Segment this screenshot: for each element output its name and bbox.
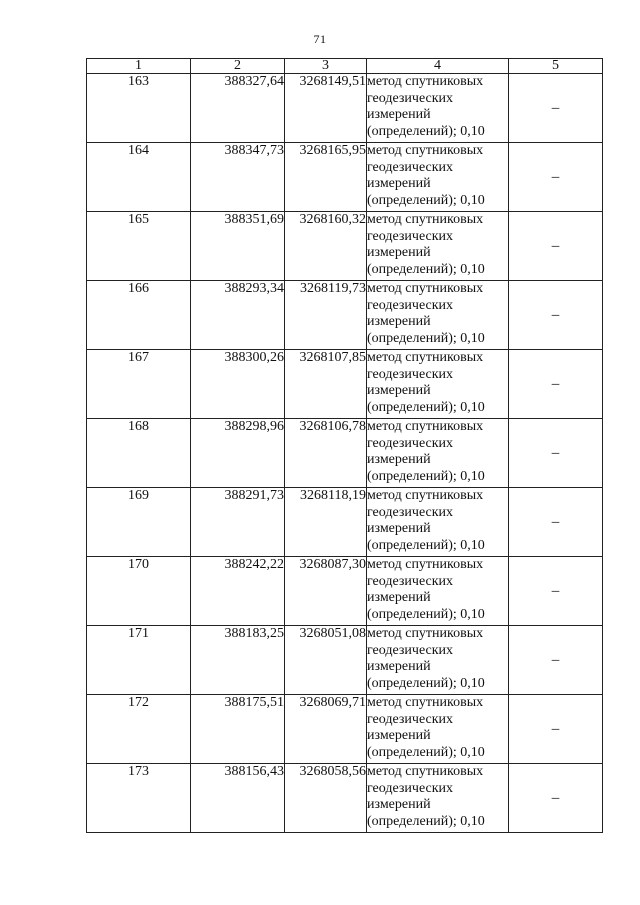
method-text-line: измерений xyxy=(367,245,431,260)
method-text-line: (определений); 0,10 xyxy=(367,261,485,277)
table-row xyxy=(87,350,603,419)
method-cell xyxy=(367,626,509,695)
x-coordinate-cell: 388327,64 xyxy=(191,74,285,143)
method-cell xyxy=(367,764,509,833)
method-cell xyxy=(367,695,509,764)
point-number-cell: 173 xyxy=(87,764,191,833)
method-text-line: геодезических xyxy=(367,504,454,520)
method-text-line: измерений xyxy=(367,797,431,812)
method-text-line: метод спутниковых xyxy=(367,419,484,434)
note-cell: – xyxy=(509,212,603,281)
table-row xyxy=(87,143,603,212)
method-text-line: геодезических xyxy=(367,159,454,175)
x-coordinate-cell: 388298,96 xyxy=(191,419,285,488)
method-text-line: метод спутниковых xyxy=(367,212,484,227)
method-text-line: (определений); 0,10 xyxy=(367,744,485,760)
table-row xyxy=(87,488,603,557)
coordinates-table xyxy=(86,58,603,833)
method-text-line: измерений xyxy=(367,107,431,122)
point-number-cell: 170 xyxy=(87,557,191,626)
method-text-line: измерений xyxy=(367,521,431,536)
method-cell xyxy=(367,419,509,488)
method-text-line: (определений); 0,10 xyxy=(367,123,485,139)
table-row xyxy=(87,419,603,488)
method-text-line: измерений xyxy=(367,314,431,329)
method-text-line: геодезических xyxy=(367,90,454,106)
y-coordinate-cell: 3268107,85 xyxy=(285,350,367,419)
method-text-line: геодезических xyxy=(367,573,454,589)
note-cell: – xyxy=(509,419,603,488)
y-coordinate-cell: 3268106,78 xyxy=(285,419,367,488)
method-text-line: измерений xyxy=(367,728,431,743)
method-cell xyxy=(367,212,509,281)
method-text-line: (определений); 0,10 xyxy=(367,813,485,829)
method-cell xyxy=(367,281,509,350)
method-text-line: измерений xyxy=(367,590,431,605)
column-header-4: 4 xyxy=(367,59,509,74)
note-cell: – xyxy=(509,557,603,626)
y-coordinate-cell: 3268118,19 xyxy=(285,488,367,557)
method-text-line: измерений xyxy=(367,176,431,191)
note-cell: – xyxy=(509,764,603,833)
method-text-line: метод спутниковых xyxy=(367,350,484,365)
method-text-line: метод спутниковых xyxy=(367,557,484,572)
x-coordinate-cell: 388183,25 xyxy=(191,626,285,695)
method-text-line: (определений); 0,10 xyxy=(367,192,485,208)
method-text-line: метод спутниковых xyxy=(367,764,484,779)
table-row xyxy=(87,764,603,833)
column-header-5: 5 xyxy=(509,59,603,74)
point-number-cell: 171 xyxy=(87,626,191,695)
note-cell: – xyxy=(509,143,603,212)
y-coordinate-cell: 3268051,08 xyxy=(285,626,367,695)
method-text-line: метод спутниковых xyxy=(367,281,484,296)
y-coordinate-cell: 3268149,51 xyxy=(285,74,367,143)
y-coordinate-cell: 3268069,71 xyxy=(285,695,367,764)
method-cell xyxy=(367,143,509,212)
method-cell xyxy=(367,74,509,143)
method-text-line: геодезических xyxy=(367,780,454,796)
method-text-line: (определений); 0,10 xyxy=(367,399,485,415)
note-cell: – xyxy=(509,281,603,350)
y-coordinate-cell: 3268058,56 xyxy=(285,764,367,833)
y-coordinate-cell: 3268119,73 xyxy=(285,281,367,350)
x-coordinate-cell: 388242,22 xyxy=(191,557,285,626)
table-row xyxy=(87,212,603,281)
table-body xyxy=(87,74,603,833)
note-cell: – xyxy=(509,74,603,143)
note-cell: – xyxy=(509,488,603,557)
point-number-cell: 172 xyxy=(87,695,191,764)
point-number-cell: 165 xyxy=(87,212,191,281)
method-cell xyxy=(367,488,509,557)
method-text-line: измерений xyxy=(367,659,431,674)
point-number-cell: 164 xyxy=(87,143,191,212)
method-text-line: геодезических xyxy=(367,711,454,727)
x-coordinate-cell: 388351,69 xyxy=(191,212,285,281)
method-text-line: метод спутниковых xyxy=(367,488,484,503)
point-number-cell: 163 xyxy=(87,74,191,143)
method-text-line: геодезических xyxy=(367,297,454,313)
method-text-line: измерений xyxy=(367,452,431,467)
method-text-line: метод спутниковых xyxy=(367,626,484,641)
method-text-line: (определений); 0,10 xyxy=(367,675,485,691)
table-row xyxy=(87,626,603,695)
table-row xyxy=(87,74,603,143)
page-number: 71 xyxy=(313,32,327,46)
y-coordinate-cell: 3268165,95 xyxy=(285,143,367,212)
column-header-2: 2 xyxy=(191,59,285,74)
method-text-line: метод спутниковых xyxy=(367,695,484,710)
method-text-line: (определений); 0,10 xyxy=(367,330,485,346)
method-cell xyxy=(367,557,509,626)
x-coordinate-cell: 388291,73 xyxy=(191,488,285,557)
table-row xyxy=(87,695,603,764)
note-cell: – xyxy=(509,695,603,764)
note-cell: – xyxy=(509,350,603,419)
method-text-line: геодезических xyxy=(367,435,454,451)
table-header-row xyxy=(87,59,603,74)
method-text-line: геодезических xyxy=(367,228,454,244)
method-text-line: геодезических xyxy=(367,642,454,658)
method-text-line: (определений); 0,10 xyxy=(367,606,485,622)
x-coordinate-cell: 388347,73 xyxy=(191,143,285,212)
y-coordinate-cell: 3268087,30 xyxy=(285,557,367,626)
column-header-3: 3 xyxy=(285,59,367,74)
method-text-line: (определений); 0,10 xyxy=(367,468,485,484)
x-coordinate-cell: 388156,43 xyxy=(191,764,285,833)
method-text-line: метод спутниковых xyxy=(367,74,484,89)
point-number-cell: 167 xyxy=(87,350,191,419)
x-coordinate-cell: 388300,26 xyxy=(191,350,285,419)
table-row xyxy=(87,281,603,350)
method-text-line: измерений xyxy=(367,383,431,398)
column-header-1: 1 xyxy=(87,59,191,74)
method-text-line: метод спутниковых xyxy=(367,143,484,158)
y-coordinate-cell: 3268160,32 xyxy=(285,212,367,281)
method-text-line: (определений); 0,10 xyxy=(367,537,485,553)
method-cell xyxy=(367,350,509,419)
point-number-cell: 166 xyxy=(87,281,191,350)
table-row xyxy=(87,557,603,626)
x-coordinate-cell: 388175,51 xyxy=(191,695,285,764)
point-number-cell: 169 xyxy=(87,488,191,557)
note-cell: – xyxy=(509,626,603,695)
point-number-cell: 168 xyxy=(87,419,191,488)
x-coordinate-cell: 388293,34 xyxy=(191,281,285,350)
method-text-line: геодезических xyxy=(367,366,454,382)
